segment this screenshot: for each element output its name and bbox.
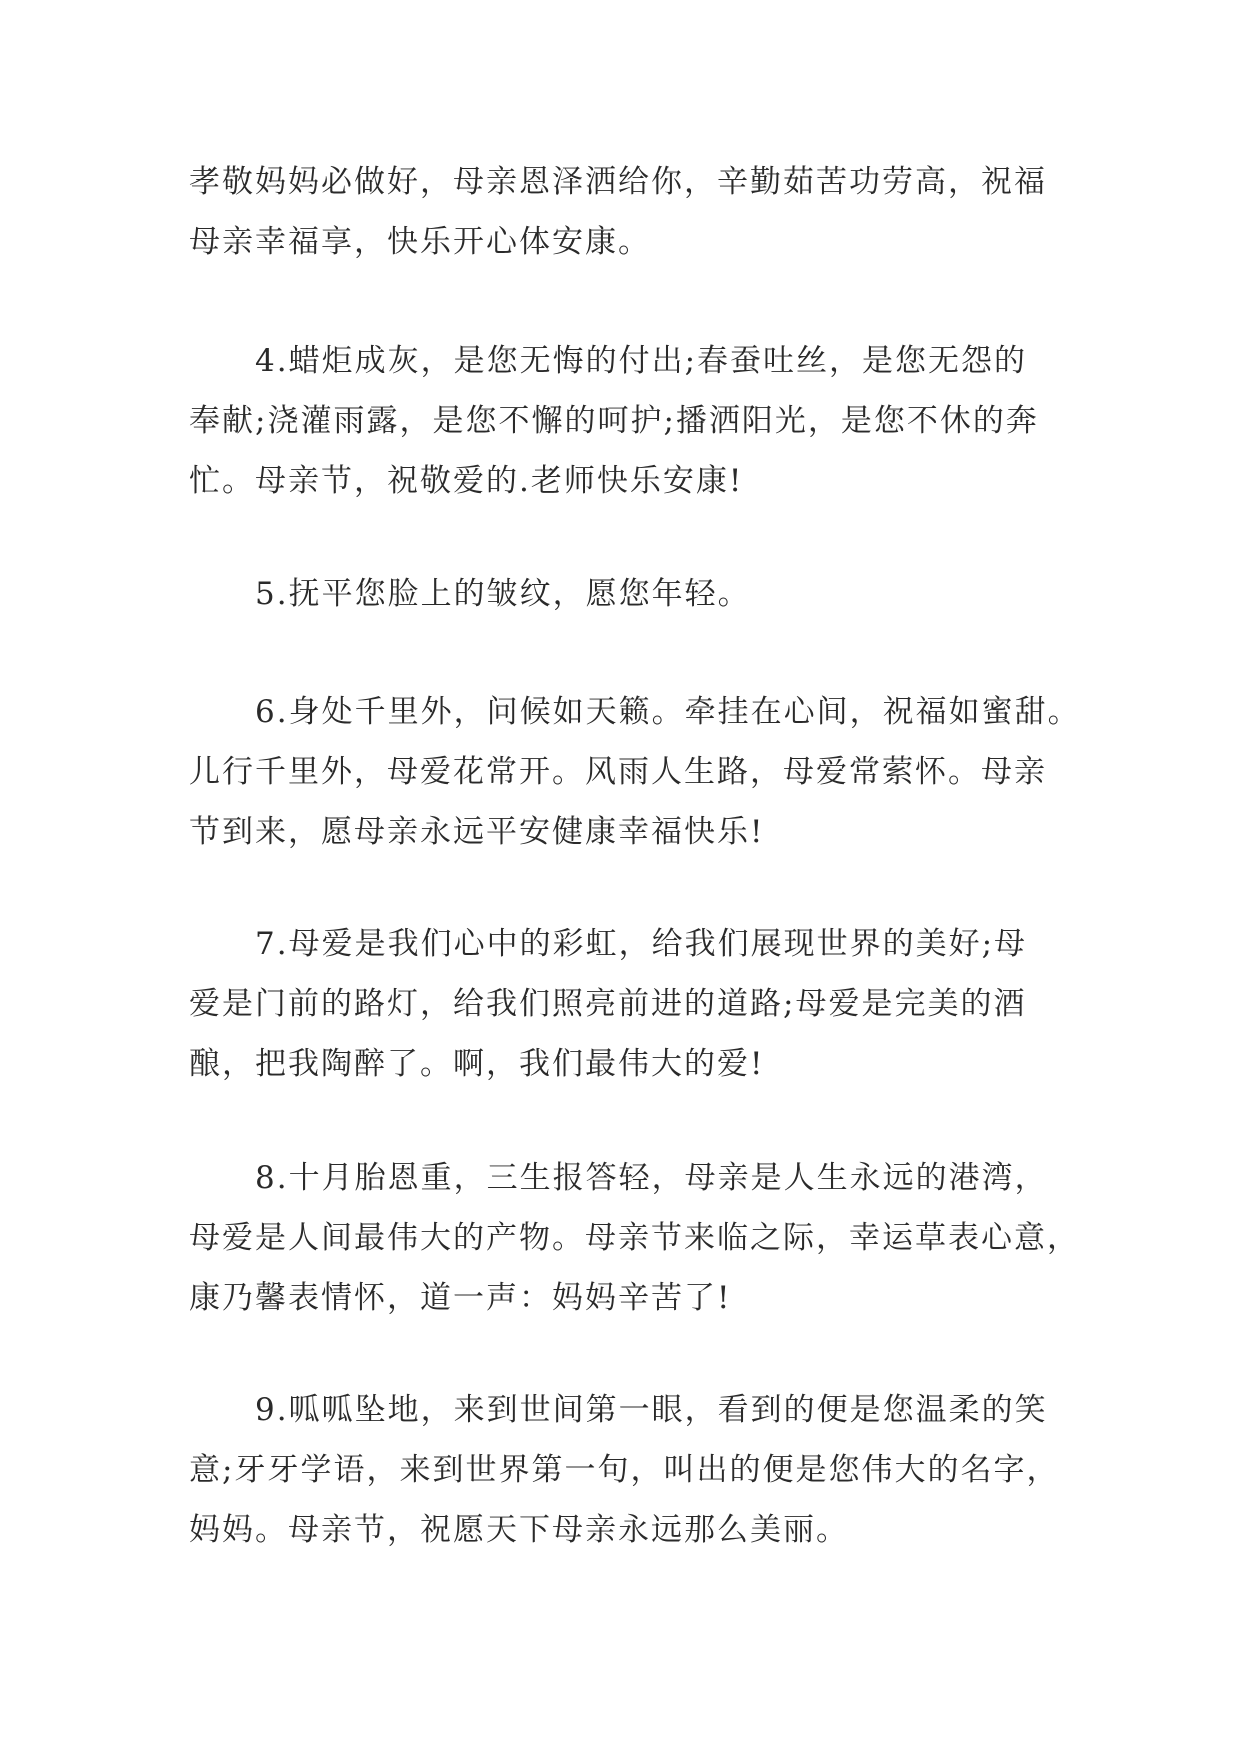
- text-line: 母爱是人间最伟大的产物。母亲节来临之际，幸运草表心意，: [189, 1220, 1080, 1256]
- paragraph-item-8: [189, 1148, 1080, 1328]
- text-line: 忙。母亲节，祝敬爱的.老师快乐安康!: [189, 463, 744, 499]
- paragraph-item-9: [189, 1380, 1059, 1560]
- text-line: 8.十月胎恩重，三生报答轻，母亲是人生永远的港湾，: [189, 1160, 1048, 1196]
- text-line: 爱是门前的路灯，给我们照亮前进的道路;母爱是完美的酒: [189, 986, 1027, 1022]
- paragraph-item-7: [189, 914, 1059, 1094]
- text-line: 酿，把我陶醉了。啊，我们最伟大的爱!: [189, 1046, 765, 1082]
- text-line: 节到来，愿母亲永远平安健康幸福快乐!: [189, 814, 765, 850]
- text-line: 意;牙牙学语，来到世界第一句，叫出的便是您伟大的名字，: [189, 1452, 1060, 1488]
- text-line: 5.抚平您脸上的皱纹，愿您年轻。: [189, 576, 751, 612]
- text-line: 9.呱呱坠地，来到世间第一眼，看到的便是您温柔的笑: [189, 1392, 1048, 1428]
- text-line: 7.母爱是我们心中的彩虹，给我们展现世界的美好;母: [189, 926, 1028, 962]
- text-line: 6.身处千里外，问候如天籁。牵挂在心间，祝福如蜜甜。: [189, 694, 1081, 730]
- paragraph-continued: [189, 152, 1059, 272]
- text-line: 孝敬妈妈必做好，母亲恩泽洒给你，辛勤茹苦功劳高，祝福: [189, 164, 1047, 200]
- text-line: 儿行千里外，母爱花常开。风雨人生路，母爱常萦怀。母亲: [189, 754, 1047, 790]
- text-line: 妈妈。母亲节，祝愿天下母亲永远那么美丽。: [189, 1512, 849, 1548]
- text-line: 康乃馨表情怀，道一声：妈妈辛苦了!: [189, 1280, 732, 1316]
- paragraph-item-5: [189, 564, 1059, 624]
- text-line: 奉献;浇灌雨露，是您不懈的呵护;播洒阳光，是您不休的奔: [189, 403, 1039, 439]
- text-line: 4.蜡炬成灰，是您无悔的付出;春蚕吐丝，是您无怨的: [189, 343, 1028, 379]
- paragraph-item-4: [189, 331, 1059, 511]
- paragraph-item-6: [189, 682, 1081, 862]
- text-line: 母亲幸福享，快乐开心体安康。: [189, 224, 651, 260]
